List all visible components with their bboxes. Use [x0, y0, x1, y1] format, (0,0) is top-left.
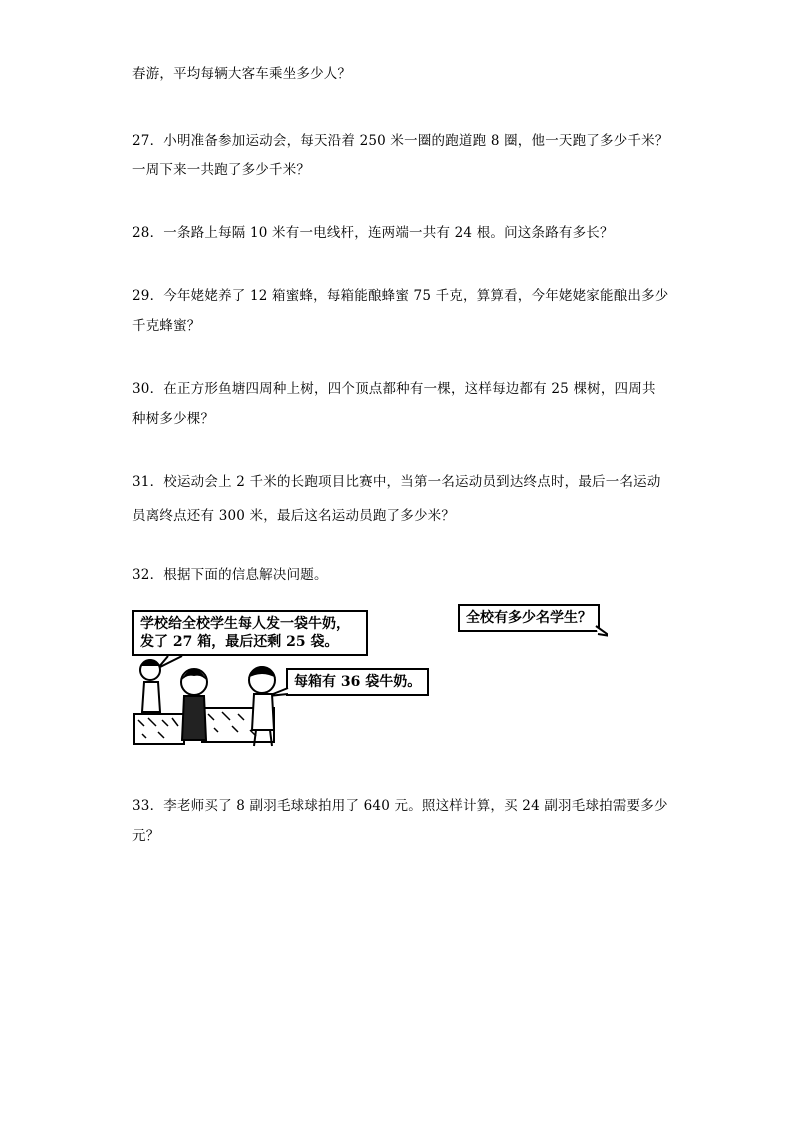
cartoon-drawing: [128, 600, 608, 750]
question-31-line-1: 31．校运动会上 2 千米的长跑项目比赛中，当第一名运动员到达终点时，最后一名运动: [132, 474, 661, 490]
question-31-line-2: 员离终点还有 300 米，最后这名运动员跑了多少米？: [132, 508, 456, 524]
question-29-line-2: 千克蜂蜜？: [132, 318, 201, 334]
bubble-tail-right: [596, 626, 608, 636]
question-30-line-2: 种树多少棵？: [132, 411, 215, 427]
milk-crate-left-icon: [134, 714, 184, 744]
question-33-line-1: 33．李老师买了 8 副羽毛球球拍用了 640 元。照这样计算，买 24 副羽毛球拍需要多少: [132, 798, 668, 814]
question-28-line-1: 28．一条路上每隔 10 米有一电线杆，连两端一共有 24 根。问这条路有多长？: [132, 225, 614, 241]
question-29-line-1: 29．今年姥姥养了 12 箱蜜蜂，每箱能酿蜂蜜 75 千克，算算看，今年姥姥家能酿出多少: [132, 288, 669, 304]
question-30-line-1: 30．在正方形鱼塘四周种上树，四个顶点都种有一棵，这样每边都有 25 棵树，四周共: [132, 381, 656, 397]
question-27-line-2: 一周下来一共跑了多少千米？: [132, 162, 311, 178]
bubble-tail-left: [158, 656, 182, 668]
question-33-line-2: 元？: [132, 828, 160, 844]
speech-bubble-box: 每箱有 36 袋牛奶。: [286, 668, 429, 696]
speech-bubble-right: 全校有多少名学生？: [458, 604, 600, 632]
milk-problem-illustration: [128, 600, 608, 750]
question-32-line-1: 32．根据下面的信息解决问题。: [132, 567, 328, 583]
question-27-line-1: 27．小明准备参加运动会，每天沿着 250 米一圈的跑道跑 8 圈，他一天跑了多少千米？: [132, 133, 669, 149]
child-1-icon: [140, 659, 160, 712]
speech-bubble-left-line-1: 学校给全校学生每人发一袋牛奶，: [140, 616, 350, 632]
continuation-line: 春游，平均每辆大客车乘坐多少人？: [132, 66, 352, 82]
child-2-icon: [180, 669, 208, 740]
speech-bubble-left-line-2: 发了 27 箱，最后还剩 25 袋。: [140, 634, 339, 650]
